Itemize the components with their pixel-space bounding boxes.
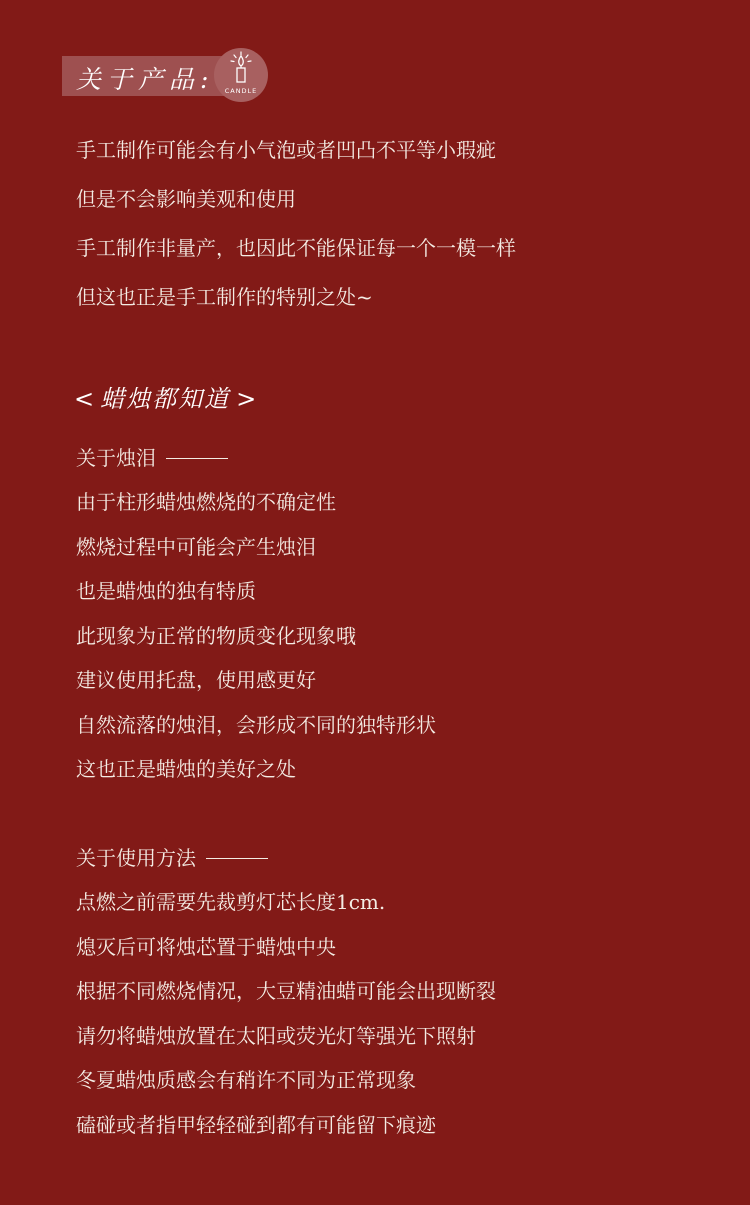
open-bracket: < bbox=[74, 385, 95, 413]
usage-subtitle bbox=[76, 846, 268, 870]
tears-line: 此现象为正常的物质变化现象哦 bbox=[76, 624, 356, 648]
usage-line: 根据不同燃烧情况，大豆精油蜡可能会出现断裂 bbox=[76, 979, 496, 1003]
intro-line: 但这也正是手工制作的特别之处~ bbox=[76, 285, 373, 309]
usage-subtitle-text: 关于使用方法 bbox=[76, 846, 196, 870]
intro-line: 但是不会影响美观和使用 bbox=[76, 187, 296, 211]
candle-icon bbox=[228, 51, 254, 85]
tears-line: 也是蜡烛的独有特质 bbox=[76, 579, 256, 603]
tears-line: 建议使用托盘，使用感更好 bbox=[76, 668, 316, 692]
usage-line: 熄灭后可将烛芯置于蜡烛中央 bbox=[76, 935, 336, 959]
banner-title: 关于产品: bbox=[76, 65, 215, 94]
intro-line: 手工制作可能会有小气泡或者凹凸不平等小瑕疵 bbox=[76, 138, 496, 162]
subtitle-dash bbox=[206, 858, 268, 859]
tears-line: 这也正是蜡烛的美好之处 bbox=[76, 757, 296, 781]
logo-text: CANDLE bbox=[224, 87, 258, 95]
usage-line: 点燃之前需要先裁剪灯芯长度1cm. bbox=[76, 890, 386, 914]
intro-line: 手工制作非量产，也因此不能保证每一个一模一样 bbox=[76, 236, 516, 260]
usage-line: 冬夏蜡烛质感会有稍许不同为正常现象 bbox=[76, 1068, 416, 1092]
close-bracket: > bbox=[236, 385, 257, 413]
tears-line: 自然流落的烛泪，会形成不同的独特形状 bbox=[76, 713, 436, 737]
section-title: 蜡烛都知道 bbox=[100, 385, 231, 413]
tears-subtitle-text: 关于烛泪 bbox=[76, 446, 156, 470]
usage-line: 磕碰或者指甲轻轻碰到都有可能留下痕迹 bbox=[76, 1113, 436, 1137]
subtitle-dash bbox=[166, 458, 228, 459]
usage-line: 请勿将蜡烛放置在太阳或荧光灯等强光下照射 bbox=[76, 1024, 476, 1048]
tears-subtitle bbox=[76, 446, 228, 470]
tears-line: 由于柱形蜡烛燃烧的不确定性 bbox=[76, 490, 336, 514]
tears-line: 燃烧过程中可能会产生烛泪 bbox=[76, 535, 316, 559]
candle-logo bbox=[214, 48, 268, 102]
section-heading bbox=[74, 382, 256, 416]
